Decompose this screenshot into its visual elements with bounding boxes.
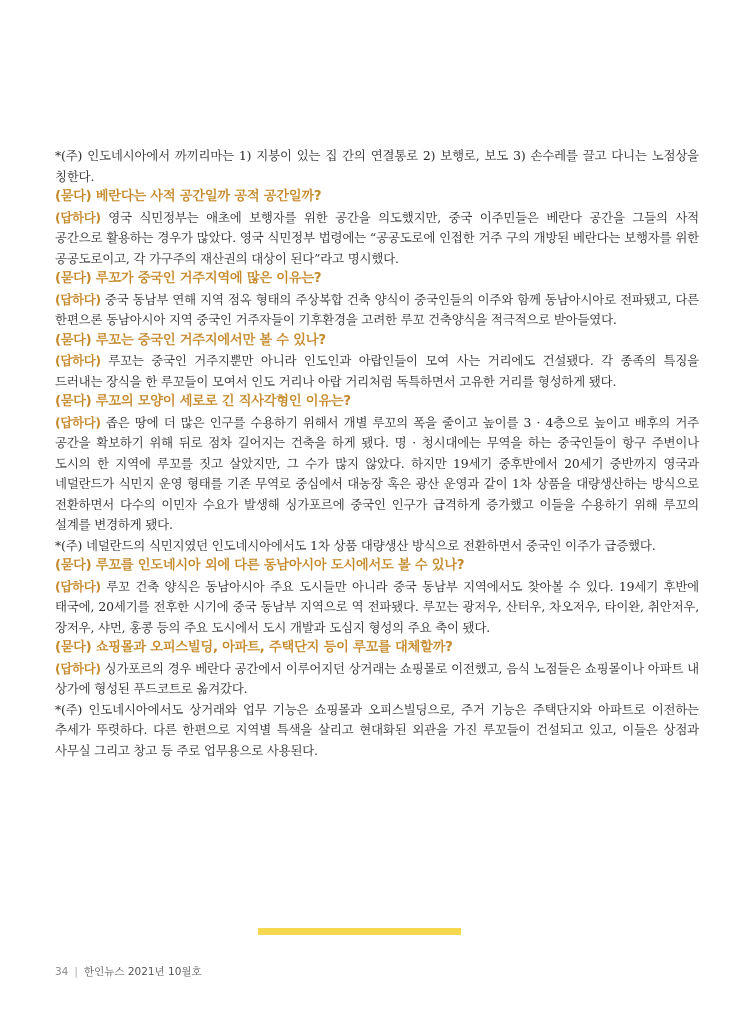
question-tag: (묻다) — [55, 332, 92, 348]
article-body — [55, 146, 699, 761]
answer — [55, 351, 699, 392]
answer-text: 루꼬는 중국인 거주지뿐만 아니라 인도인과 아랍인들이 모여 사는 거리에도 건설됐다. 각 종족의 특징을 드러내는 장식을 한 루꼬들이 모여서 인도 거리나 아랍 거리처럼 독특하면서 고유한 거리를 형성하게 됐다. — [55, 353, 699, 389]
question-text: 쇼핑몰과 오피스빌딩, 아파트, 주택단지 등이 루꼬를 대체할까? — [91, 640, 453, 655]
answer-tag: (답하다) — [55, 353, 101, 368]
answer-text: 루꼬 건축 양식은 동남아시아 주요 도시들만 아니라 중국 동남부 지역에서도 찾아볼 수 있다. 19세기 후반에 태국에, 20세기를 전후한 시기에 중국 동남부 지역으로 역 전파됐다. 루꼬는 광저우, 산터우, 차오저우, 타이완, 취안저우, 장저우, 샤먼, 홍콩 등의 주요 도시에서 도시 개발과 도심지 형성의 주요 축이 됐다. — [55, 578, 699, 635]
answer-tag: (답하다) — [55, 578, 101, 594]
answer — [55, 413, 699, 536]
footnote: *(주) 인도네시아에서 까끼리마는 1) 지붕이 있는 집 간의 연결통로 2) 보행로, 보도 3) 손수레를 끌고 다니는 노점상을 칭한다. — [55, 148, 699, 184]
footnote: *(주) 인도네시아에서도 상거래와 업무 기능은 쇼핑몰과 오피스빌딩으로, 주거 기능은 주택단지와 아파트로 이전하는 추세가 뚜렷하다. 다른 한편으로 지역별 특색을 살리고 현대화된 외관을 가진 루꼬들이 건설되고 있고, 이들은 상점과 사무실 그리고 창고 등 주로 업무용으로 사용된다. — [55, 701, 699, 758]
answer-text: 좁은 땅에 더 많은 인구를 수용하기 위해서 개별 루꼬의 폭을 줄이고 높이를 3 · 4층으로 높이고 배후의 거주 공간을 확보하기 위해 뒤로 점차 길어지는 건축을 하게 됐다. 명 · 청시대에는 무역을 하는 중국인들이 항구 주변이나 도시의 한 지역에 루꼬를 짓고 살았지만, 그 수가 많지 않았다. 하지만 19세기 중후반에서 20세기 중반까지 영국과 네덜란드가 식민지 운영 형태를 기존 무역로 중심에서 대농장 혹은 광산 운영과 같이 1차 상품을 대량생산하는 방식으로 전환하면서 다수의 이민자 수요가 발생해 싱가포르에 중국인 인구가 급격하게 증가했고 이들을 수용하기 위해 루꼬의 설계를 변경하게 됐다. — [55, 414, 699, 532]
question — [55, 392, 699, 413]
answer — [55, 659, 699, 700]
answer-tag: (답하다) — [55, 209, 101, 225]
answer-text: 중국 동남부 연해 지역 점옥 형태의 주상복합 건축 양식이 중국인들의 이주와 함께 동남아시아로 전파됐고, 다른 한편으론 동남아시아 지역 중국인 거주자들이 기후환경을 고려한 루꼬 건축양식을 적극적으로 받아들였다. — [55, 291, 699, 327]
footnote: *(주) 네덜란드의 식민지였던 인도네시아에서도 1차 상품 대량생산 방식으로 전환하면서 중국인 이주가 급증했다. — [55, 537, 656, 553]
publication-name: 한인뉴스 2021년 10월호 — [83, 966, 202, 978]
page-footer — [55, 964, 202, 979]
question — [55, 269, 699, 290]
answer-text: 영국 식민정부는 애초에 보행자를 위한 공간을 의도했지만, 중국 이주민들은 베란다 공간을 그들의 사적 공간으로 활용하는 경우가 많았다. 영국 식민정부 법령에는 “공공도로에 인접한 거주 구의 개방된 베란다는 보행자를 위한 공공도로이고, 각 가구주의 재산권의 대상이 된다”라고 명시했다. — [55, 209, 699, 266]
question-tag: (묻다) — [55, 189, 92, 204]
question-text: 루꼬의 모양이 세로로 긴 직사각형인 이유는? — [91, 394, 351, 409]
footer-separator: | — [74, 966, 78, 978]
question — [55, 638, 699, 659]
answer — [55, 577, 699, 639]
question-tag: (묻다) — [55, 640, 92, 655]
yellow-divider-bar — [258, 928, 461, 935]
question — [55, 331, 699, 352]
question — [55, 187, 699, 208]
question-text: 베란다는 사적 공간일까 공적 공간일까? — [91, 189, 322, 204]
question — [55, 556, 699, 577]
question-tag: (묻다) — [55, 558, 92, 573]
question-tag: (묻다) — [55, 394, 92, 409]
answer — [55, 208, 699, 270]
answer-tag: (답하다) — [55, 414, 101, 430]
answer-tag: (답하다) — [55, 291, 101, 307]
question-tag: (묻다) — [55, 271, 92, 286]
answer-tag: (답하다) — [55, 660, 101, 676]
answer-text: 싱가포르의 경우 베란다 공간에서 이루어지던 상거래는 쇼핑몰로 이전했고, 음식 노점들은 쇼핑몰이나 아파트 내 상가에 형성된 푸드코트로 옮겨갔다. — [55, 660, 699, 696]
question-text: 루꼬가 중국인 거주지역에 많은 이유는? — [91, 271, 322, 286]
question-text: 루꼬를 인도네시아 외에 다른 동남아시아 도시에서도 볼 수 있나? — [91, 558, 465, 573]
question-text: 루꼬는 중국인 거주지에서만 볼 수 있나? — [91, 332, 326, 348]
page-number: 34 — [55, 966, 69, 978]
answer — [55, 290, 699, 331]
